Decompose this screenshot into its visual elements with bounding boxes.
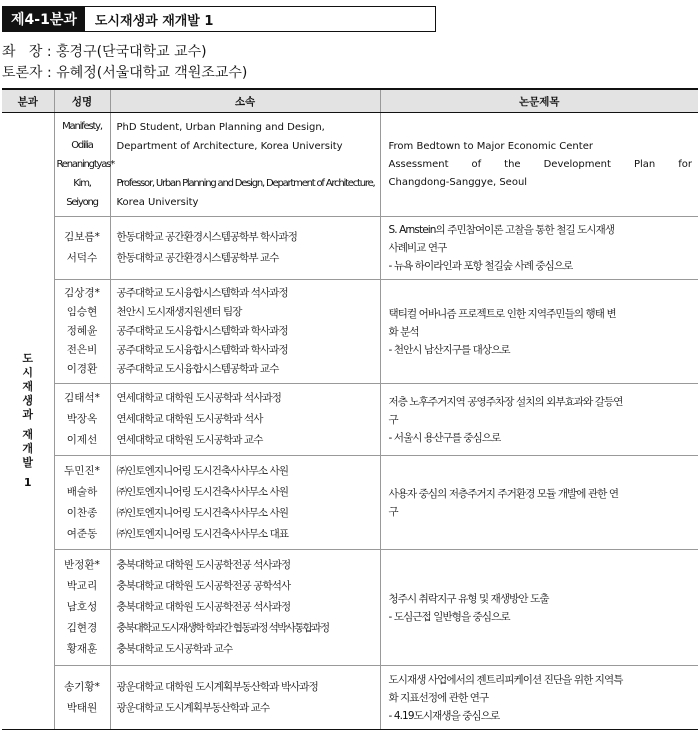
affiliation-line: 연세대학교 대학원 도시공학과 교수 [116, 434, 263, 446]
names-cell [54, 113, 114, 217]
author-name: Kim, [73, 178, 91, 189]
names-cell [54, 550, 110, 666]
paper-line: Changdong-Sanggye, Seoul [388, 176, 528, 188]
paper-title-cell [380, 280, 698, 384]
author-name: Seiyong [66, 197, 98, 208]
author-name: 정혜윤 [66, 325, 98, 337]
author-name: 박장옥 [66, 413, 98, 425]
affiliation-line: 연세대학교 대학원 도시공학과 석사과정 [116, 392, 281, 404]
session-code: 제4-1분과 [3, 7, 85, 31]
discussant-line: 토론자 : 유혜정(서울대학교 객원조교수) [2, 65, 248, 81]
affiliation-line: 천안시 도시재생지원센터 팀장 [116, 306, 242, 318]
author-name: 이제선 [66, 434, 98, 446]
affiliation-line: 충북대학교 대학원 도시공학전공 공학석사 [116, 580, 291, 592]
table-header-row [2, 89, 698, 113]
affiliation-line: 한동대학교 공간환경시스템공학부 학사과정 [116, 231, 297, 243]
affiliation-line: ㈜인토엔지니어링 도시건축사사무소 사원 [116, 506, 289, 519]
author-name: 이경환 [66, 363, 98, 375]
affiliation-cell [110, 456, 380, 550]
paper-line: From Bedtown to Major Economic Center [388, 140, 593, 152]
paper-line: 택티컬 어바니즘 프로젝트로 인한 지역주민들의 행태 변 [388, 307, 616, 320]
table-row [2, 280, 698, 384]
affiliation-line: 광운대학교 도시계획부동산학과 교수 [116, 701, 270, 714]
author-name: 이찬종 [66, 506, 98, 519]
author-name: 전은비 [66, 344, 98, 356]
affiliation-cell [110, 113, 380, 217]
affiliation-line: 공주대학교 도시융합시스템학과 학사과정 [116, 344, 288, 356]
affiliation-line: 광운대학교 대학원 도시계획부동산학과 박사과정 [116, 680, 318, 693]
names-cell [54, 280, 110, 384]
paper-title-cell [380, 384, 698, 456]
paper-line: 도시재생 사업에서의 젠트리피케이션 진단을 위한 지역특 [388, 673, 623, 686]
paper-line: 청주시 취락지구 유형 및 재생방안 도출 [388, 592, 549, 605]
session-label: 도 시 재 생 과 재 개 발 1 [22, 352, 34, 489]
affiliation-cell [110, 384, 380, 456]
affiliation-line: 연세대학교 대학원 도시공학과 석사 [116, 413, 263, 425]
author-name: Manifesty, [62, 121, 102, 132]
author-name: 임승현 [66, 306, 98, 318]
affiliation-line: 공주대학교 도시융합시스템공학과 교수 [116, 363, 279, 375]
author-name: 김상경* [64, 287, 100, 299]
table-row [2, 384, 698, 456]
affiliation-line: ㈜인토엔지니어링 도시건축사사무소 사원 [116, 464, 289, 477]
table-row [2, 550, 698, 666]
session-cell [2, 113, 54, 730]
paper-line: Assessment of the Development Plan for [388, 158, 692, 170]
chair-line: 좌 장 : 홍경구(단국대학교 교수) [2, 44, 207, 60]
paper-line: - 뉴욕 하이라인과 포항 철길숲 사례 중심으로 [388, 260, 573, 272]
paper-line: - 천안시 남산지구를 대상으로 [388, 343, 510, 356]
paper-line: 저층 노후주거지역 공영주차장 설치의 외부효과와 갈등연 [388, 395, 623, 408]
affiliation-cell [110, 550, 380, 666]
header-name: 성명 [54, 89, 110, 113]
names-cell [54, 456, 110, 550]
paper-line: - 도심근접 일반형을 중심으로 [388, 610, 510, 623]
author-name: Odilia [71, 140, 93, 151]
author-name: 배술하 [66, 485, 98, 498]
author-name: 김보름* [64, 231, 100, 243]
session-banner [2, 6, 436, 32]
header-paper-title: 논문제목 [380, 89, 698, 113]
affiliation-line: PhD Student, Urban Planning and Design, [116, 121, 325, 133]
author-name: 두민진* [64, 464, 100, 477]
author-name: 박태원 [66, 701, 98, 714]
chair-info [2, 42, 247, 84]
paper-title-cell [380, 550, 698, 666]
table-row [2, 456, 698, 550]
paper-line: 구 [388, 505, 398, 518]
affiliation-line: 충북대학교 도시공학과 교수 [116, 643, 233, 655]
author-name: 반정환* [64, 559, 100, 571]
affiliation-line: 한동대학교 공간환경시스템공학부 교수 [116, 252, 279, 264]
affiliation-line: 공주대학교 도시융합시스템학과 석사과정 [116, 287, 288, 299]
paper-title-cell [380, 113, 698, 217]
paper-line: 구 [388, 413, 398, 426]
paper-title-cell [380, 456, 698, 550]
names-cell [54, 384, 110, 456]
paper-line: 사례비교 연구 [388, 242, 447, 254]
paper-line: 사용자 중심의 저층주거지 주거환경 모듈 개발에 관한 연 [388, 487, 619, 500]
author-name: 송기황* [64, 680, 100, 693]
paper-line: 화 분석 [388, 325, 419, 338]
affiliation-line: 충북대학교 대학원 도시공학전공 석사과정 [116, 601, 291, 613]
session-title: 도시재생과 재개발 1 [94, 13, 214, 29]
affiliation-line: ㈜인토엔지니어링 도시건축사사무소 대표 [116, 527, 289, 540]
affiliation-cell [110, 217, 380, 280]
names-cell [54, 217, 110, 280]
program-table [2, 88, 698, 730]
author-name: 서덕수 [66, 252, 98, 264]
affiliation-line: 공주대학교 도시융합시스템학과 학사과정 [116, 325, 288, 337]
affiliation-line: 충북대학교 도시재생학 학과간 협동과정 석박사통합과정 [116, 622, 329, 634]
author-name: Renaningtyas* [56, 159, 114, 170]
affiliation-line: ㈜인토엔지니어링 도시건축사사무소 사원 [116, 485, 289, 498]
author-name: 김태석* [64, 392, 100, 404]
paper-line: S. Arnstein의 주민참여이론 고찰을 통한 철길 도시재생 [388, 224, 615, 236]
author-name: 여준동 [66, 527, 98, 540]
paper-line: 화 지표선정에 관한 연구 [388, 691, 489, 704]
author-name: 황재훈 [66, 643, 98, 655]
affiliation-line [117, 156, 376, 174]
author-name: 김현경 [66, 622, 98, 634]
header-affiliation: 소속 [110, 89, 380, 113]
author-name: 남호성 [66, 601, 98, 613]
affiliation-line: Professor, Urban Planning and Design, Department of Architecture, [116, 177, 375, 189]
header-session: 분과 [2, 89, 54, 113]
affiliation-line: Department of Architecture, Korea University [116, 140, 343, 152]
table-row [2, 113, 698, 217]
paper-title-cell [380, 217, 698, 280]
affiliation-cell [110, 280, 380, 384]
affiliation-line: 충북대학교 대학원 도시공학전공 석사과정 [116, 559, 291, 571]
table-row [2, 217, 698, 280]
author-name: 박교리 [66, 580, 98, 592]
paper-line: - 서울시 용산구를 중심으로 [388, 431, 501, 444]
affiliation-line: Korea University [116, 196, 199, 208]
paper-line: - 4.19도시재생을 중심으로 [388, 709, 500, 722]
